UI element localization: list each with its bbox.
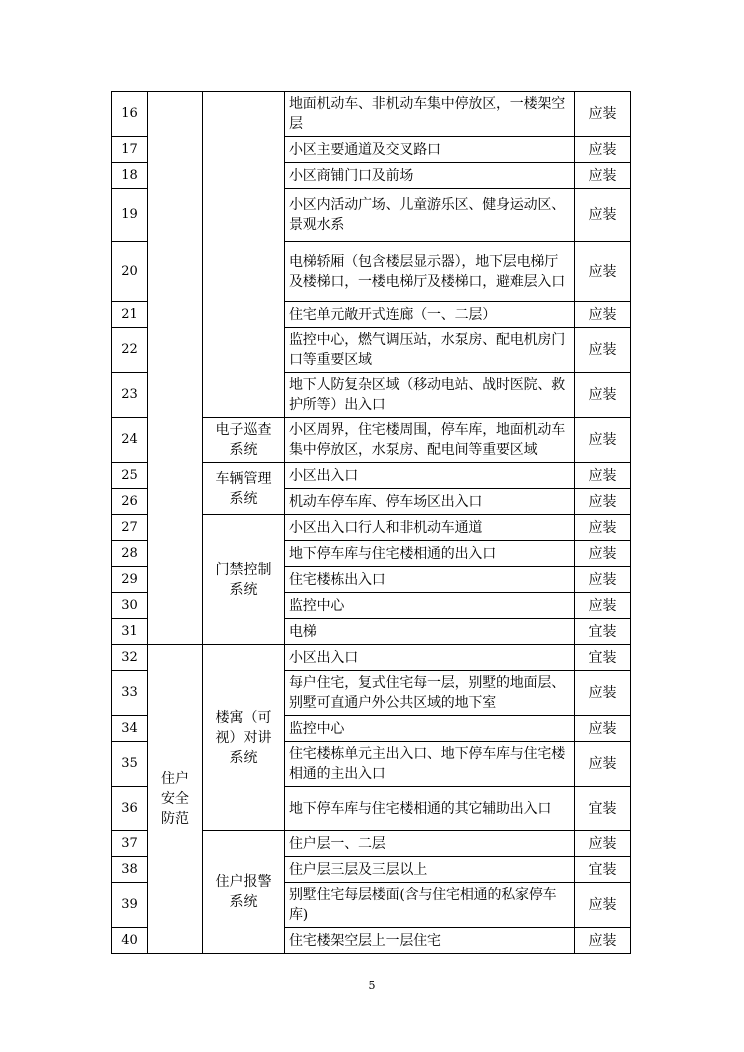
- location-cell: 地面机动车、非机动车集中停放区，一楼架空层: [285, 92, 575, 137]
- location-cell: 小区内活动广场、儿童游乐区、健身运动区、景观水系: [285, 189, 575, 242]
- table-row: [112, 92, 631, 137]
- requirement-cell: 应装: [575, 242, 631, 302]
- row-number: 23: [112, 373, 148, 418]
- row-number: 17: [112, 137, 148, 163]
- requirement-cell: 应装: [575, 928, 631, 954]
- location-cell: 监控中心: [285, 716, 575, 742]
- requirement-cell: 应装: [575, 163, 631, 189]
- row-number: 40: [112, 928, 148, 954]
- requirement-cell: 应装: [575, 567, 631, 593]
- system-electronic-patrol: 电子巡查系统: [203, 418, 285, 463]
- row-number: 24: [112, 418, 148, 463]
- requirement-cell: 应装: [575, 189, 631, 242]
- requirement-cell: 宜装: [575, 787, 631, 831]
- row-number: 29: [112, 567, 148, 593]
- row-number: 37: [112, 831, 148, 857]
- location-cell: 住户层三层及三层以上: [285, 857, 575, 883]
- row-number: 22: [112, 328, 148, 373]
- row-number: 39: [112, 883, 148, 928]
- system-vehicle-management: 车辆管理系统: [203, 463, 285, 515]
- row-number: 33: [112, 671, 148, 716]
- location-cell: 电梯: [285, 619, 575, 645]
- requirement-cell: 应装: [575, 92, 631, 137]
- row-number: 25: [112, 463, 148, 489]
- location-cell: 小区出入口: [285, 463, 575, 489]
- row-number: 34: [112, 716, 148, 742]
- location-cell: 地下停车库与住宅楼相通的出入口: [285, 541, 575, 567]
- location-cell: 地下人防复杂区域（移动电站、战时医院、救护所等）出入口: [285, 373, 575, 418]
- location-cell: 小区周界，住宅楼周围，停车库，地面机动车集中停放区，水泵房、配电间等重要区域: [285, 418, 575, 463]
- location-cell: 小区主要通道及交叉路口: [285, 137, 575, 163]
- requirement-cell: 应装: [575, 515, 631, 541]
- requirement-cell: 应装: [575, 328, 631, 373]
- location-cell: 机动车停车库、停车场区出入口: [285, 489, 575, 515]
- location-cell: 住宅楼架空层上一层住宅: [285, 928, 575, 954]
- requirement-cell: 应装: [575, 831, 631, 857]
- location-cell: 小区商铺门口及前场: [285, 163, 575, 189]
- equipment-table-container: [111, 91, 630, 954]
- requirement-cell: 应装: [575, 883, 631, 928]
- location-cell: 监控中心，燃气调压站，水泵房、配电机房门口等重要区域: [285, 328, 575, 373]
- location-cell: 地下停车库与住宅楼相通的其它辅助出入口: [285, 787, 575, 831]
- system-resident-alarm: 住户报警系统: [203, 831, 285, 954]
- category-resident-security: 住户安全防范: [148, 645, 203, 954]
- row-number: 19: [112, 189, 148, 242]
- requirement-cell: 宜装: [575, 619, 631, 645]
- requirement-cell: 宜装: [575, 857, 631, 883]
- location-cell: 住宅楼栋单元主出入口、地下停车库与住宅楼相通的主出入口: [285, 742, 575, 787]
- row-number: 31: [112, 619, 148, 645]
- table-row: [112, 645, 631, 671]
- row-number: 30: [112, 593, 148, 619]
- category-cell-empty: [148, 92, 203, 645]
- equipment-table: [111, 91, 631, 954]
- row-number: 26: [112, 489, 148, 515]
- requirement-cell: 应装: [575, 489, 631, 515]
- location-cell: 住宅单元敞开式连廊（一、二层）: [285, 302, 575, 328]
- requirement-cell: 应装: [575, 671, 631, 716]
- system-intercom: 楼寓（可视）对讲系统: [203, 645, 285, 831]
- location-cell: 别墅住宅每层楼面(含与住宅相通的私家停车库): [285, 883, 575, 928]
- row-number: 16: [112, 92, 148, 137]
- requirement-cell: 应装: [575, 373, 631, 418]
- location-cell: 监控中心: [285, 593, 575, 619]
- row-number: 36: [112, 787, 148, 831]
- row-number: 21: [112, 302, 148, 328]
- row-number: 32: [112, 645, 148, 671]
- location-cell: 小区出入口行人和非机动车通道: [285, 515, 575, 541]
- row-number: 20: [112, 242, 148, 302]
- location-cell: 住宅楼栋出入口: [285, 567, 575, 593]
- location-cell: 小区出入口: [285, 645, 575, 671]
- requirement-cell: 应装: [575, 593, 631, 619]
- requirement-cell: 应装: [575, 541, 631, 567]
- requirement-cell: 应装: [575, 716, 631, 742]
- row-number: 38: [112, 857, 148, 883]
- requirement-cell: 应装: [575, 302, 631, 328]
- location-cell: 住户层一、二层: [285, 831, 575, 857]
- row-number: 27: [112, 515, 148, 541]
- location-cell: 每户住宅，复式住宅每一层，别墅的地面层、别墅可直通户外公共区域的地下室: [285, 671, 575, 716]
- row-number: 18: [112, 163, 148, 189]
- system-access-control: 门禁控制系统: [203, 515, 285, 645]
- page-number: 5: [368, 979, 376, 992]
- row-number: 35: [112, 742, 148, 787]
- requirement-cell: 应装: [575, 463, 631, 489]
- location-cell: 电梯轿厢（包含楼层显示器），地下层电梯厅及楼梯口，一楼电梯厅及楼梯口，避难层入口: [285, 242, 575, 302]
- requirement-cell: 应装: [575, 742, 631, 787]
- system-cell-empty: [203, 92, 285, 418]
- requirement-cell: 应装: [575, 137, 631, 163]
- requirement-cell: 宜装: [575, 645, 631, 671]
- row-number: 28: [112, 541, 148, 567]
- requirement-cell: 应装: [575, 418, 631, 463]
